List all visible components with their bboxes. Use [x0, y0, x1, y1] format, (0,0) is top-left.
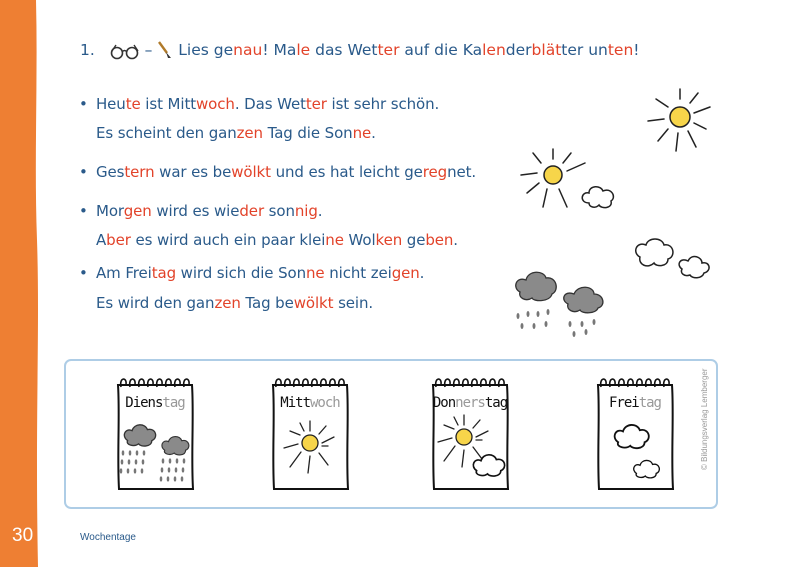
sentence-line: [96, 95, 439, 113]
text-segment: ! Ma: [262, 41, 297, 59]
weekday-label: [428, 395, 512, 411]
syllable-red: wölkt: [293, 294, 334, 312]
sentence-line: [96, 124, 376, 142]
task-instruction: [80, 40, 640, 60]
task-dash: –: [144, 41, 153, 59]
text-segment: ter un: [561, 41, 608, 59]
copyright-notice: © Bildungsverlag Lemberger: [700, 368, 709, 470]
syllable-red: woch: [196, 95, 235, 113]
syllable-red: gen: [123, 202, 152, 220]
syllable-red: ter: [377, 41, 400, 59]
syllable-red: tern: [124, 163, 155, 181]
syllable-dark: Mitt: [280, 395, 310, 411]
text-segment: son: [264, 202, 295, 220]
text-segment: A: [96, 231, 107, 249]
syllable-red: le: [296, 41, 311, 59]
text-segment: der: [505, 41, 532, 59]
weather-icon-rain: [113, 375, 197, 493]
bullet: •: [79, 95, 88, 113]
text-segment: Lies ge: [178, 41, 234, 59]
weather-icon-clouds: [593, 375, 677, 493]
glasses-icon: [110, 42, 140, 60]
syllable-dark: Don: [432, 395, 456, 411]
syllable-red: ne: [352, 124, 372, 142]
text-segment: .: [317, 202, 323, 220]
text-segment: es wird auch ein paar klei: [130, 231, 326, 249]
task-number: 1.: [80, 41, 95, 59]
syllable-dark: tag: [484, 395, 508, 411]
syllable-red: ne: [325, 231, 344, 249]
syllable-red: nau: [233, 41, 263, 59]
text-segment: ist Mitt: [140, 95, 197, 113]
sun-icon: [640, 85, 720, 155]
syllable-red: ken: [375, 231, 403, 249]
rain-clouds-icon: [510, 268, 620, 343]
syllable-red: gen: [391, 264, 420, 282]
calendar-sheet-donnerstag: [428, 375, 512, 493]
syllable-red: zen: [236, 124, 263, 142]
syllable-red: nig: [294, 202, 318, 220]
sentence-line: [96, 163, 476, 181]
task-text: [178, 41, 639, 59]
weekday-label: [268, 395, 352, 411]
syllable-red: zen: [214, 294, 241, 312]
text-segment: Heu: [96, 95, 126, 113]
syllable-red: wölkt: [231, 163, 271, 181]
bullet: •: [79, 163, 88, 181]
weather-icon-sun: [268, 375, 352, 493]
calendar-sheet-mittwoch: [268, 375, 352, 493]
syllable-red: te: [125, 95, 141, 113]
text-segment: wird es wie: [151, 202, 240, 220]
syllable-grey: tag: [162, 395, 185, 411]
footer-topic: Wochentage: [80, 532, 136, 543]
weekday-label: [593, 395, 677, 411]
text-segment: Am Frei: [96, 264, 152, 282]
text-segment: ist sehr schön.: [326, 95, 440, 113]
syllable-red: ne: [306, 264, 325, 282]
bullet: •: [79, 202, 88, 220]
clouds-icon: [630, 235, 720, 285]
text-segment: nicht zei: [324, 264, 392, 282]
syllable-grey: ners: [455, 395, 485, 411]
syllable-red: ter: [305, 95, 327, 113]
text-segment: Es wird den gan: [96, 294, 215, 312]
text-segment: und es hat leicht ge: [270, 163, 423, 181]
calendar-sheet-dienstag: [113, 375, 197, 493]
sentence-line: [96, 294, 373, 312]
syllable-red: reg: [422, 163, 448, 181]
text-segment: Tag die Son: [262, 124, 353, 142]
syllable-red: len: [482, 41, 506, 59]
text-segment: Mor: [96, 202, 124, 220]
text-segment: . Das Wet: [234, 95, 306, 113]
text-segment: .: [371, 124, 376, 142]
text-segment: das Wet: [310, 41, 378, 59]
sun-with-cloud-icon: [515, 145, 620, 220]
text-segment: sein.: [333, 294, 374, 312]
syllable-red: blät: [531, 41, 562, 59]
text-segment: Ges: [96, 163, 125, 181]
calendar-sheet-freitag: [593, 375, 677, 493]
text-segment: .: [453, 231, 458, 249]
syllable-dark: Frei: [608, 395, 639, 411]
text-segment: .: [419, 264, 425, 282]
text-segment: ge: [402, 231, 426, 249]
syllable-red: ten: [607, 41, 634, 59]
sentence-line: [96, 231, 458, 249]
syllable-red: tag: [151, 264, 177, 282]
text-segment: Es scheint den gan: [96, 124, 237, 142]
syllable-red: ber: [106, 231, 131, 249]
text-segment: war es be: [154, 163, 232, 181]
bullet: •: [79, 264, 88, 282]
page-number: 30: [12, 525, 34, 546]
syllable-red: der: [239, 202, 265, 220]
text-segment: Wol: [343, 231, 376, 249]
syllable-red: ben: [425, 231, 454, 249]
text-segment: wird sich die Son: [176, 264, 307, 282]
brush-icon: [157, 40, 173, 60]
syllable-grey: woch: [310, 395, 340, 411]
weather-icon-sun-cloud: [428, 375, 512, 493]
syllable-grey: tag: [638, 395, 661, 411]
weekday-label: [113, 395, 197, 411]
sentence-line: [96, 264, 424, 282]
syllable-dark: Diens: [125, 395, 163, 411]
orange-margin-strip: [0, 0, 44, 567]
text-segment: Tag be: [240, 294, 294, 312]
text-segment: auf die Ka: [399, 41, 483, 59]
text-segment: !: [633, 41, 640, 59]
text-segment: net.: [447, 163, 477, 181]
sentence-line: [96, 202, 322, 220]
